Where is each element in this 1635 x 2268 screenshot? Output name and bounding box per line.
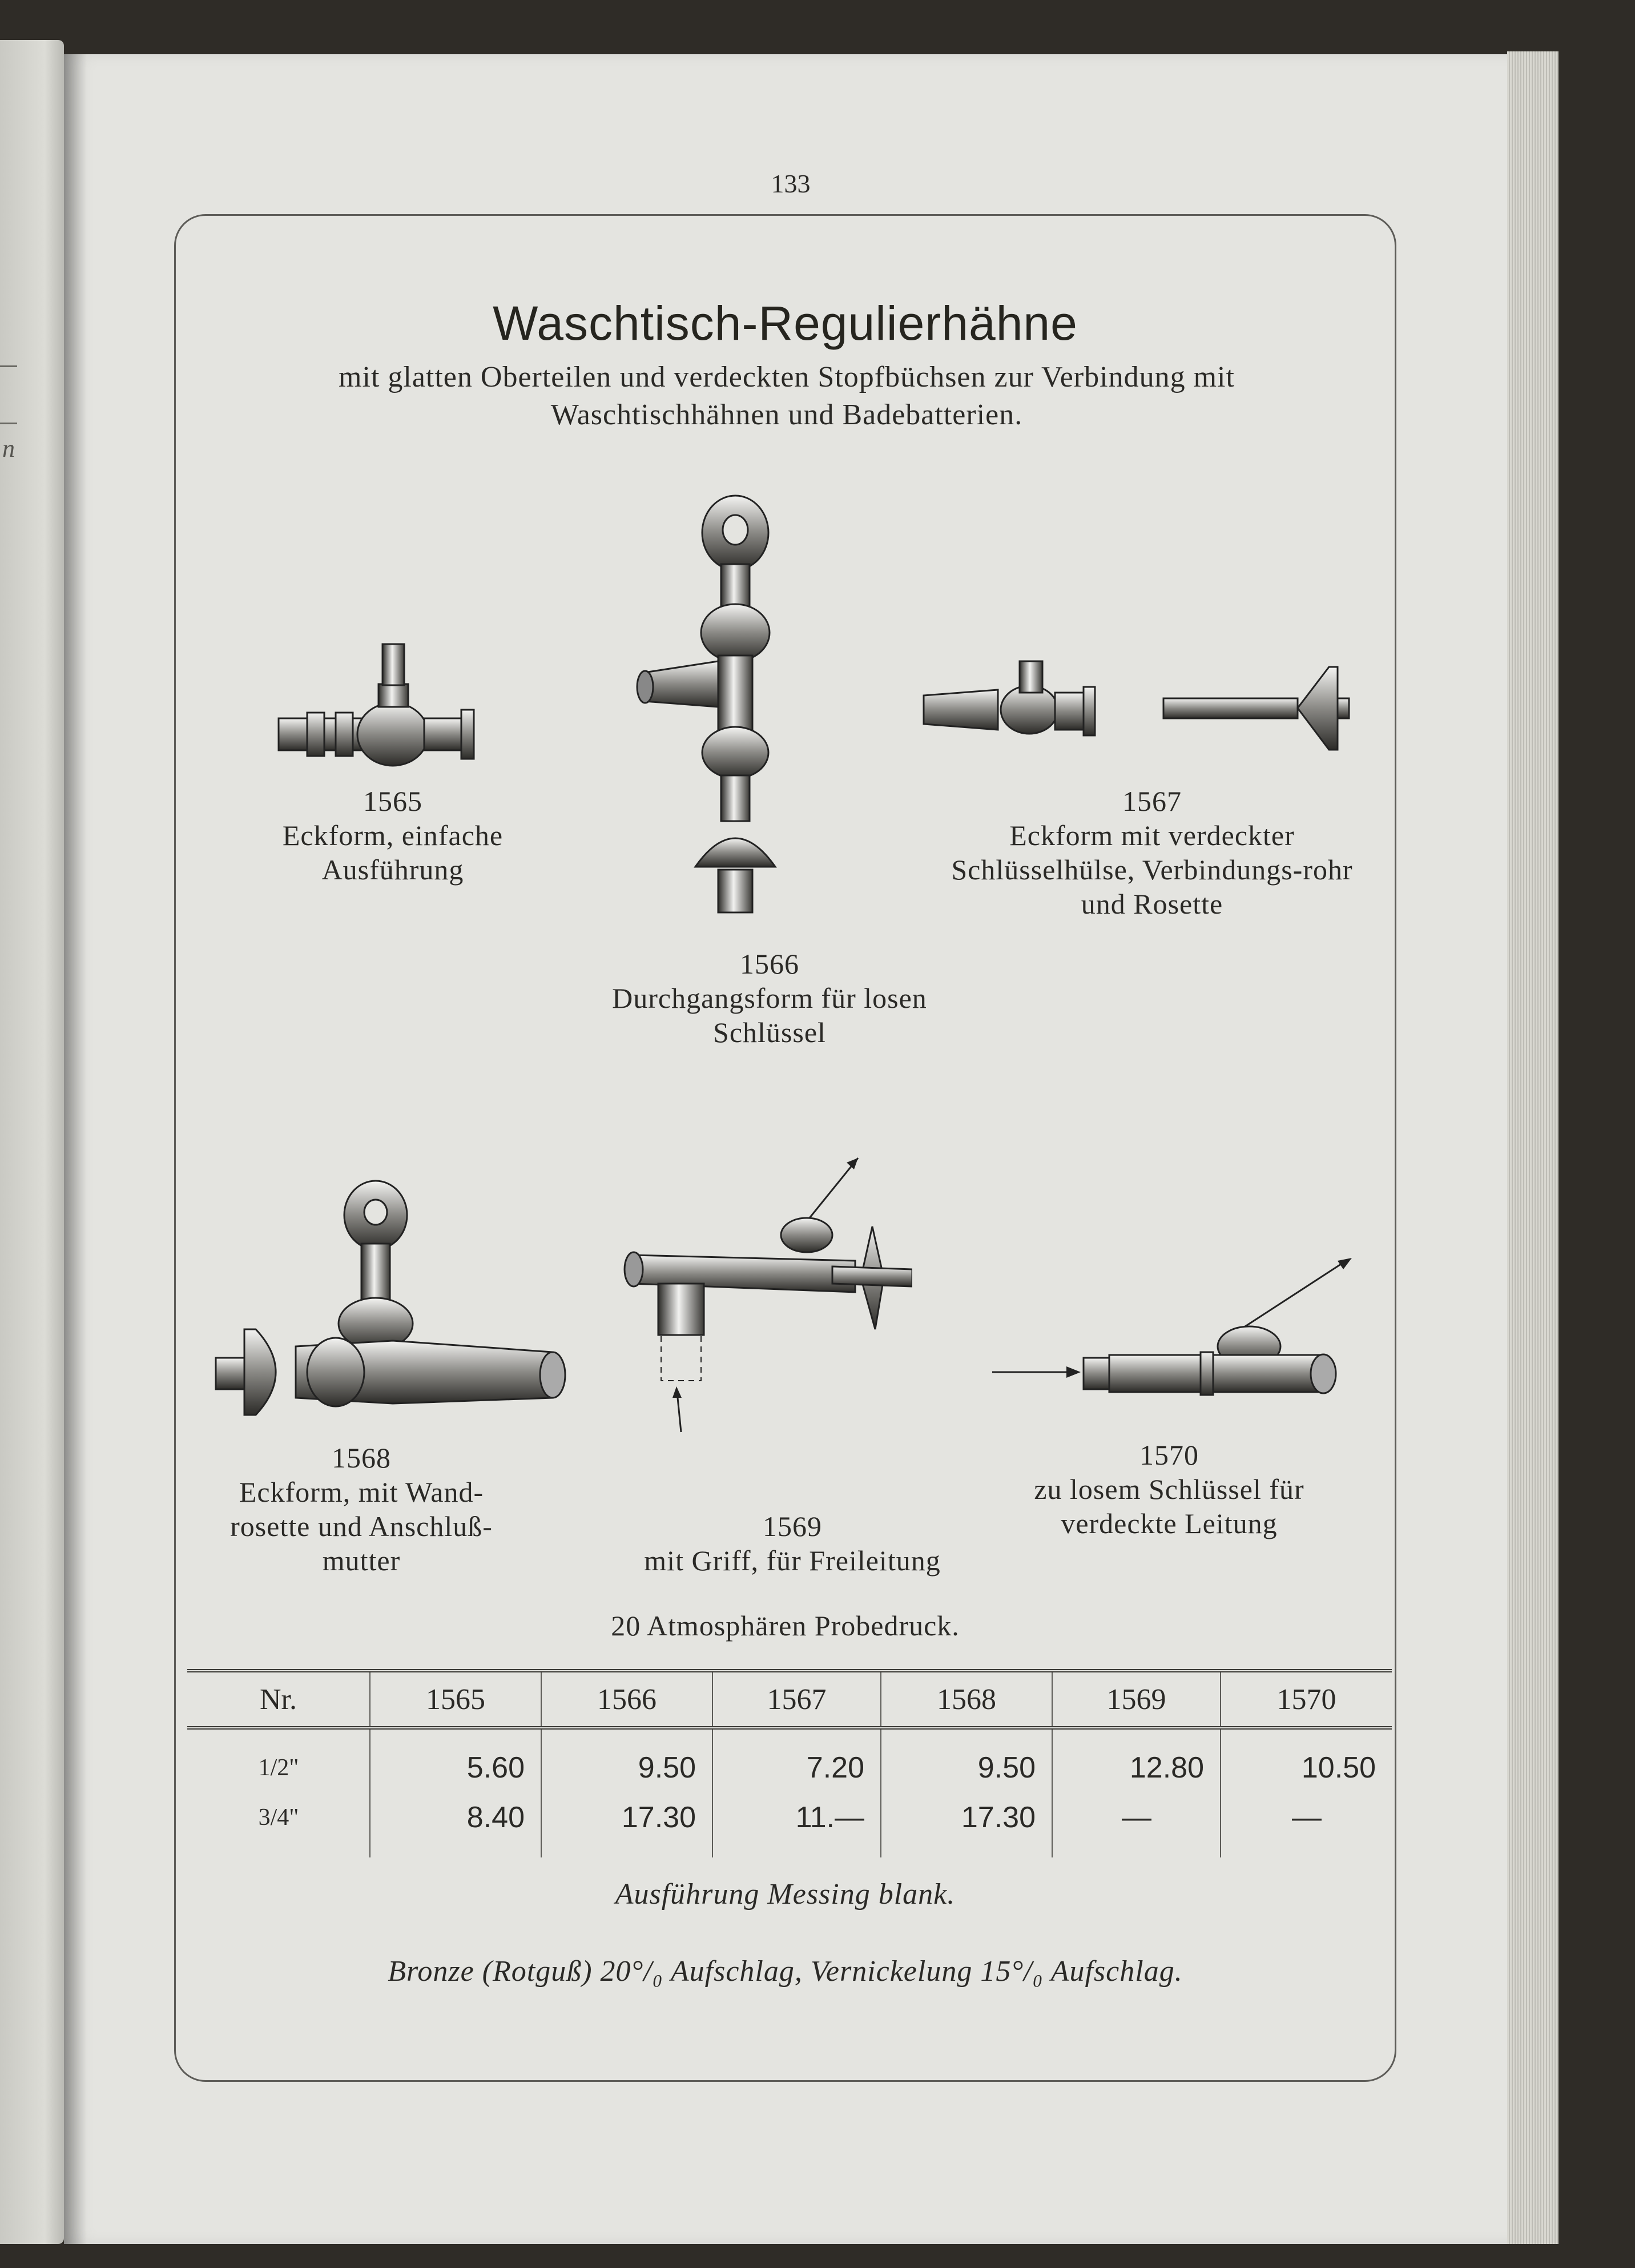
product-description: Eckform, mit Wand-rosette und Anschluß-mutter <box>230 1476 493 1577</box>
product-caption-1567 <box>935 784 1369 921</box>
product-number: 1568 <box>332 1442 391 1474</box>
price-cell: 7.20 <box>712 1728 881 1792</box>
price-cell: 12.80 <box>1052 1728 1221 1792</box>
surcharge-note: Bronze (Rotguß) 20°/₀ Aufschlag, Vernickelung 15°/₀ Aufschlag. <box>388 1955 1183 1988</box>
price-table-header <box>187 1671 1392 1728</box>
page-title: Waschtisch-Regulierhähne <box>493 296 1078 350</box>
header-cell: 1570 <box>1221 1671 1392 1728</box>
product-description: Eckform mit verdeckter Schlüsselhülse, Verbindungs-rohr und Rosette <box>951 819 1353 920</box>
product-number: 1567 <box>1122 785 1182 817</box>
product-description: Durchgangsform für losen Schlüssel <box>612 982 927 1048</box>
valve-1565-illustration <box>273 633 513 775</box>
header-cell: 1566 <box>541 1671 712 1728</box>
page-edges <box>1507 51 1559 2244</box>
page-subtitle: mit glatten Oberteilen und verdeckten Stopfbüchsen zur Verbindung mit Waschtischhähnen und Badebatterien. <box>339 361 1235 431</box>
price-table <box>187 1669 1392 1857</box>
catalog-frame <box>174 214 1396 2082</box>
price-cell: 17.30 <box>541 1792 712 1857</box>
price-cell: 10.50 <box>1221 1728 1392 1792</box>
header-cell: 1568 <box>881 1671 1052 1728</box>
facing-page-edge <box>0 40 64 2244</box>
price-cell: — <box>1052 1792 1221 1857</box>
price-cell: 9.50 <box>541 1728 712 1792</box>
material-note: Ausführung Messing blank. <box>615 1878 956 1911</box>
product-number: 1565 <box>363 785 422 817</box>
header-cell: 1565 <box>370 1671 541 1728</box>
page-number: 133 <box>771 169 811 198</box>
price-cell: — <box>1221 1792 1392 1857</box>
product-caption-1566 <box>610 947 929 1049</box>
valve-1567-illustration <box>918 650 1358 764</box>
facing-page-rule <box>0 423 17 424</box>
size-cell: 1/2" <box>258 1754 299 1781</box>
product-description: Eckform, einfache Ausführung <box>282 819 504 886</box>
price-cell: 5.60 <box>370 1728 541 1792</box>
header-cell: 1569 <box>1052 1671 1221 1728</box>
product-number: 1570 <box>1139 1439 1199 1471</box>
product-description: mit Griff, für Freileitung <box>644 1545 941 1577</box>
header-cell: 1567 <box>712 1671 881 1728</box>
valve-1566-illustration <box>633 490 838 924</box>
facing-page-rule <box>0 365 17 367</box>
price-cell: 9.50 <box>881 1728 1052 1792</box>
pressure-note: 20 Atmosphären Probedruck. <box>611 1610 960 1642</box>
product-description: zu losem Schlüssel für verdeckte Leitung <box>1034 1473 1304 1539</box>
table-row <box>187 1792 1392 1857</box>
facing-page-text: n <box>2 435 15 463</box>
price-cell: 8.40 <box>370 1792 541 1857</box>
valve-1569-illustration <box>615 1147 912 1443</box>
table-row <box>187 1728 1392 1792</box>
product-number: 1566 <box>740 948 799 980</box>
product-caption-1569 <box>593 1509 992 1578</box>
size-cell: 3/4" <box>258 1804 299 1831</box>
price-cell: 11.— <box>712 1792 881 1857</box>
price-cell: 17.30 <box>881 1792 1052 1857</box>
product-caption-1570 <box>986 1438 1352 1541</box>
valve-1570-illustration <box>986 1255 1358 1404</box>
valve-1568-illustration <box>210 1175 598 1449</box>
product-caption-1568 <box>210 1441 513 1578</box>
product-caption-1565 <box>256 784 530 887</box>
gutter-shadow <box>64 54 87 2244</box>
product-number: 1569 <box>763 1510 822 1542</box>
header-cell: Nr. <box>260 1683 297 1716</box>
